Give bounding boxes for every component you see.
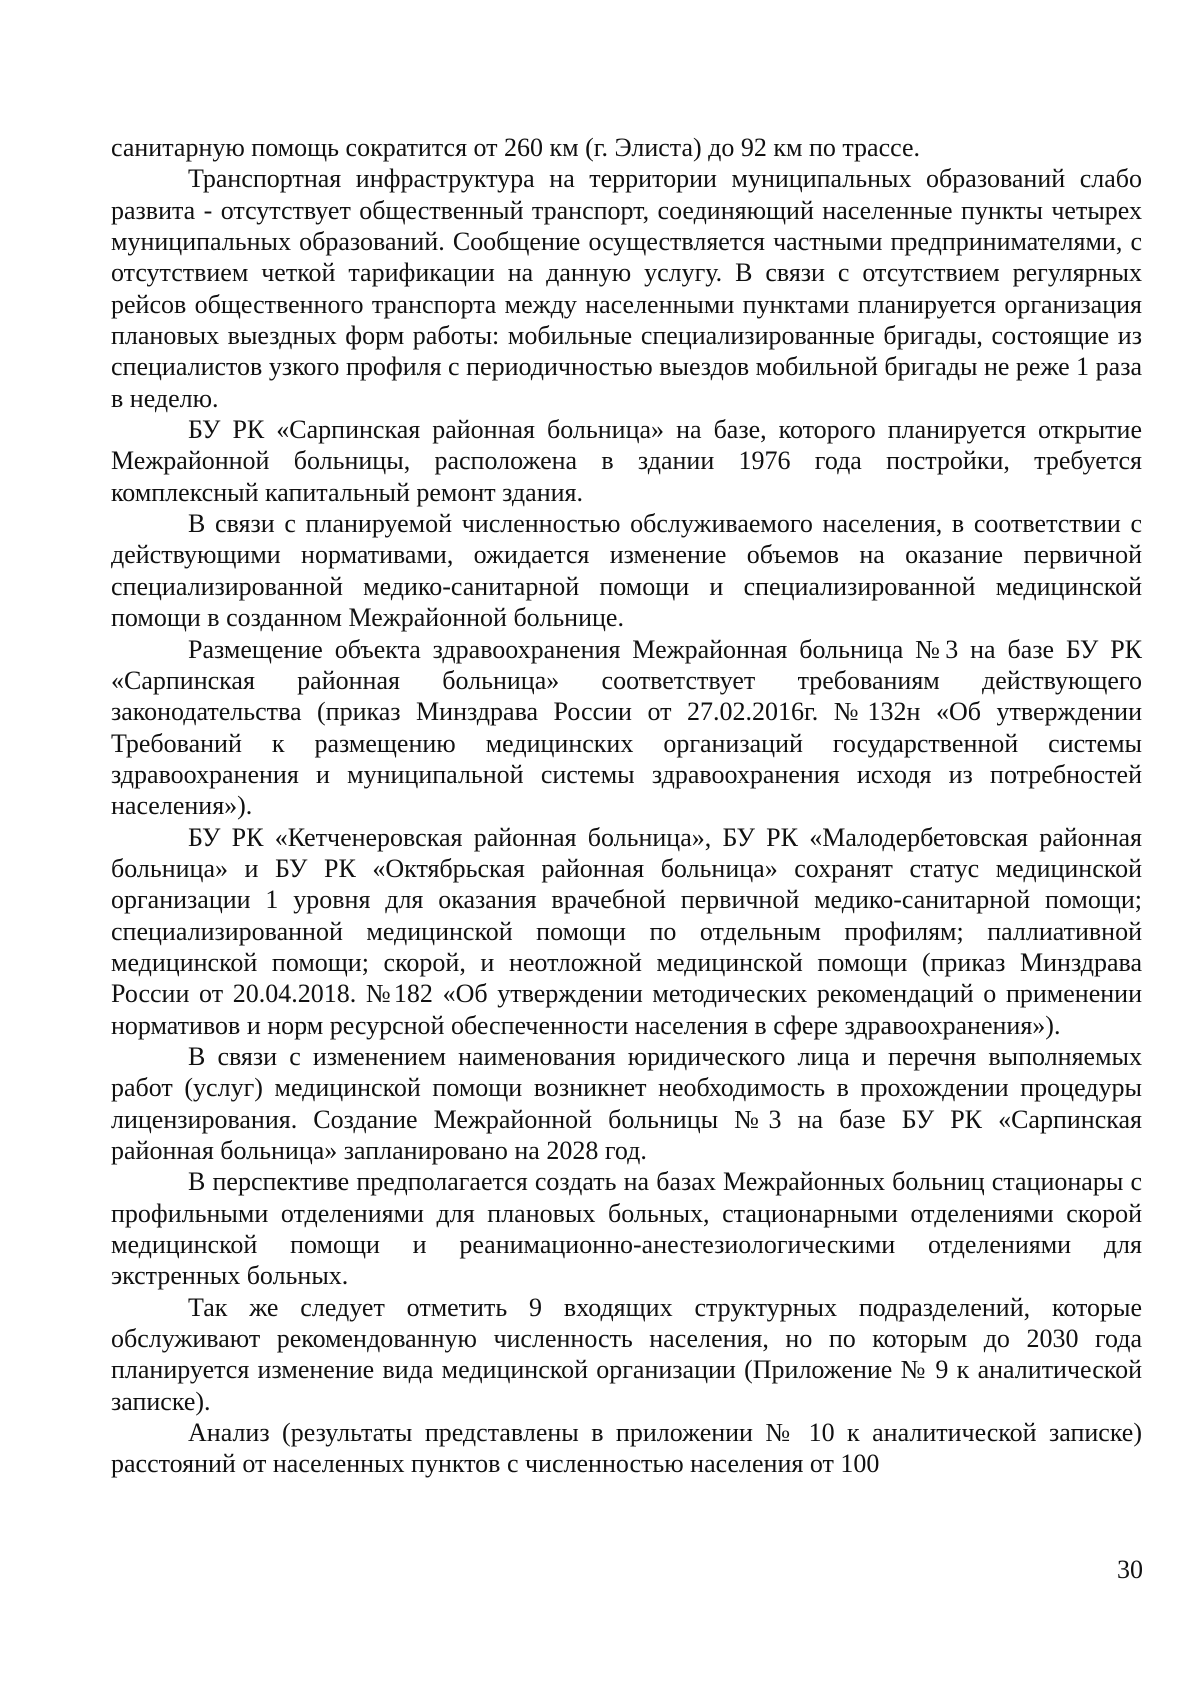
paragraph-transport-infrastructure: Транспортная инфраструктура на территории муниципальных образований слабо развита - отсутствует общественный транспорт, соединяющий населенные пункты четырех муниципальных образований. Сообщение осуществляется частными предпринимателями, с отсутствием четкой тарификации на данную услугу. В связи с отсутствием регулярных рейсов общественного транспорта между населенными пунктами планируется организация плановых выездных форм работы: мобильные специализированные бригады, состоящие из специалистов узкого профиля с периодичностью выездов мобильной бригады не реже 1 раза в неделю. xyxy=(111,164,1142,413)
document-body xyxy=(111,132,1142,1480)
paragraph-structural-units: Так же следует отметить 9 входящих структурных подразделений, которые обслуживают рекомендованную численность населения, но по которым до 2030 года планируется изменение вида медицинской организации (Приложение № 9 к аналитической записке). xyxy=(111,1292,1142,1416)
paragraph-perspective: В перспективе предполагается создать на базах Межрайонных больниц стационары с профильными отделениями для плановых больных, стационарными отделениями скорой медицинской помощи и реанимационно-анестезиологическими отделениями для экстренных больных. xyxy=(111,1167,1142,1291)
page-number: 30 xyxy=(1117,1555,1143,1584)
paragraph-continued: санитарную помощь сократится от 260 км (г. Элиста) до 92 км по трассе. xyxy=(111,133,921,162)
paragraph-sarpinsk-hospital-building: БУ РК «Сарпинская районная больница» на базе, которого планируется открытие Межрайонной больницы, расположена в здании 1976 года постройки, требуется комплексный капитальный ремонт здания. xyxy=(111,415,1142,507)
paragraph-licensing: В связи с изменением наименования юридического лица и перечня выполняемых работ (услуг) медицинской помощи возникнет необходимость в прохождении процедуры лицензирования. Создание Межрайонной больницы №3 на базе БУ РК «Сарпинская районная больница» запланировано на 2028 год. xyxy=(111,1041,1142,1165)
paragraph-level1-hospitals: БУ РК «Кетченеровская районная больница», БУ РК «Малодербетовская районная больница» и БУ РК «Октябрьская районная больница» сохранят статус медицинской организации 1 уровня для оказания врачебной первичной медико-санитарной помощи; специализированной медицинской помощи по отдельным профилям; паллиативной медицинской помощи; скорой, и неотложной медицинской помощи (приказ Минздрава России от 20.04.2018. №182 «Об утверждении методических рекомендаций о применении нормативов и норм ресурсной обеспеченности населения в сфере здравоохранения»). xyxy=(111,822,1142,1040)
paragraph-distance-analysis: Анализ (результаты представлены в приложении № 10 к аналитической записке) расстояний от населенных пунктов с численностью населения от 100 xyxy=(111,1418,1142,1479)
paragraph-placement-requirements: Размещение объекта здравоохранения Межрайонная больница №3 на базе БУ РК «Сарпинская районная больница» соответствует требованиям действующего законодательства (приказ Минздрава России от 27.02.2016г. №132н «Об утверждении Требований к размещению медицинских организаций государственной системы здравоохранения и муниципальной системы здравоохранения исходя из потребностей населения»). xyxy=(111,634,1142,821)
paragraph-population-volumes: В связи с планируемой численностью обслуживаемого населения, в соответствии с действующими нормативами, ожидается изменение объемов на оказание первичной специализированной медико-санитарной помощи и специализированной медицинской помощи в созданном Межрайонной больнице. xyxy=(111,509,1142,633)
